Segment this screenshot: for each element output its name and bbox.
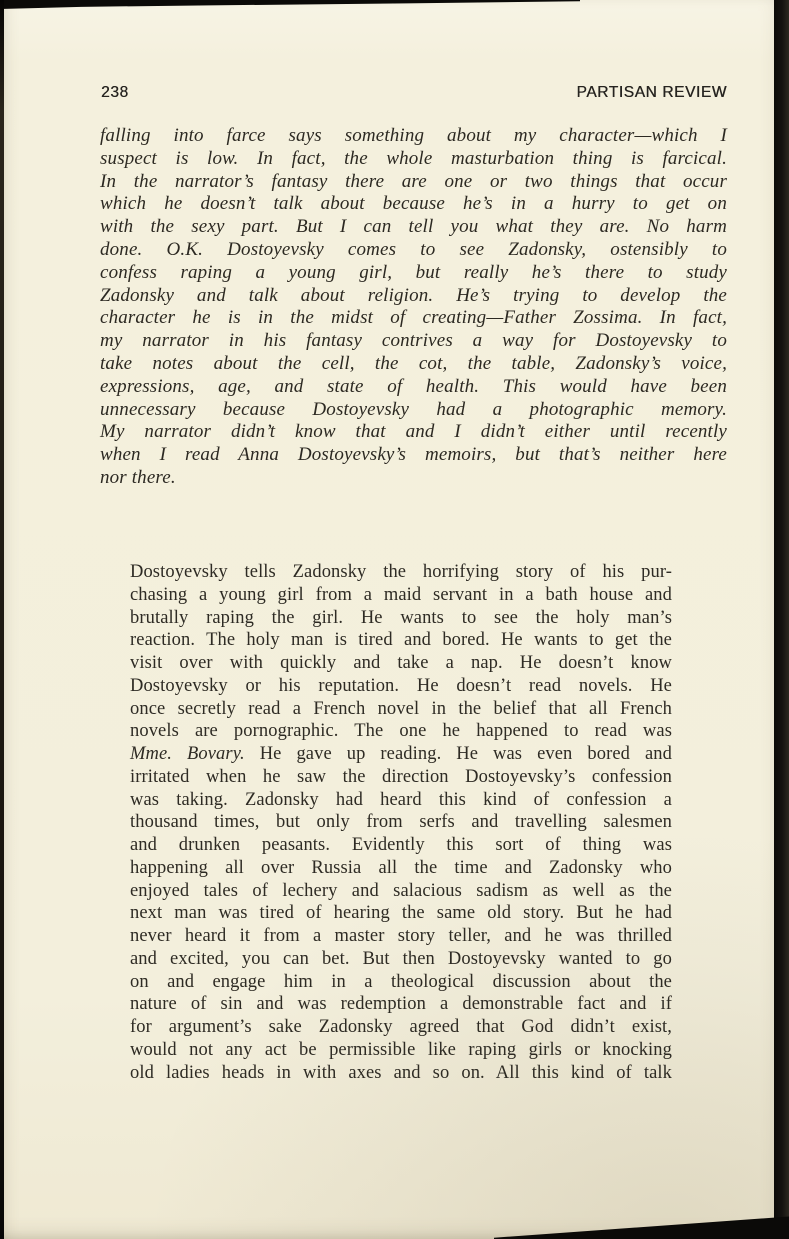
scan-edge-right [774,0,789,1239]
text-line: thousand times, but only from serfs and travelling salesmen [130,812,672,833]
text-line: when I read Anna Dostoyevsky’s memoirs, but that’s neither here [100,444,727,466]
text-line: unnecessary because Dostoyevsky had a photographic memory. [100,398,727,420]
text-line: chasing a young girl from a maid servant in a bath house and [130,584,672,605]
text-line: for argument’s sake Zadonsky agreed that God didn’t exist, [130,1017,672,1037]
text-line: next man was tired of hearing the same old story. But he had [130,903,672,924]
text-line: and excited, you can bet. But then Dostoyevsky wanted to go [130,948,672,969]
text-line: would not any act be permissible like raping girls or knocking [130,1039,672,1060]
text-line: suspect is low. In fact, the whole masturbation thing is farcical. [100,147,727,169]
text-line: Zadonsky and talk about religion. He’s trying to develop the [100,284,727,306]
text-line: Dostoyevsky tells Zadonsky the horrifying story of his pur- [130,562,672,582]
narrator-italic-passage [100,125,727,490]
journal-title: PARTISAN REVIEW [576,84,727,101]
text-line: nor there. [100,466,176,488]
text-line: expressions, age, and state of health. This would have been [100,375,727,397]
story-block-quote [130,561,672,1084]
text-line: never heard it from a master story teller, and he was thrilled [130,926,672,946]
text-line: and drunken peasants. Evidently this sort of thing was [130,835,672,855]
text-line: which he doesn’t talk about because he’s in a hurry to get on [100,193,727,215]
text-line: take notes about the cell, the cot, the table, Zadonsky’s voice, [100,352,727,374]
text-line: my narrator in his fantasy contrives a way for Dostoyevsky to [100,330,727,352]
text-line: reaction. The holy man is tired and bored. He wants to get the [130,630,672,651]
page-number: 238 [101,84,129,101]
text-line: old ladies heads in with axes and so on. All this kind of talk [130,1062,672,1083]
text-line: happening all over Russia all the time and Zadonsky who [130,857,672,878]
scan-edge-left [0,0,4,1239]
text-line: once secretly read a French novel in the belief that all French [130,698,672,719]
text-line: My narrator didn’t know that and I didn’t either until recently [100,421,727,443]
text-line: Dostoyevsky or his reputation. He doesn’t read novels. He [130,675,672,696]
text-line: on and engage him in a theological discussion about the [130,971,672,992]
text-line: visit over with quickly and take a nap. He doesn’t know [130,653,672,673]
text-line: confess raping a young girl, but really he’s there to study [100,261,727,283]
text-line: novels are pornographic. The one he happened to read was [130,721,672,742]
scan-edge-bottom-wedge [494,1214,789,1239]
text-line: character he is in the midst of creating—Father Zossima. In fact, [100,307,727,329]
text-line: brutally raping the girl. He wants to see the holy man’s [130,607,672,628]
scan-edge-top [0,0,580,9]
running-head [100,84,727,104]
text-line: was taking. Zadonsky had heard this kind of confession a [130,789,672,810]
text-line: with the sexy part. But I can tell you what they are. No harm [100,216,727,238]
text-line: In the narrator’s fantasy there are one or two things that occur [100,170,727,192]
text-line: done. O.K. Dostoyevsky comes to see Zadonsky, ostensibly to [100,238,727,260]
text-line: nature of sin and was redemption a demonstrable fact and if [130,994,672,1015]
text-line: falling into farce says something about my character—which I [100,125,727,146]
text-line: irritated when he saw the direction Dostoyevsky’s confession [130,766,672,787]
text-line: enjoyed tales of lechery and salacious sadism as well as the [130,880,672,901]
text-line: Mme. Bovary. He gave up reading. He was even bored and [130,744,672,764]
